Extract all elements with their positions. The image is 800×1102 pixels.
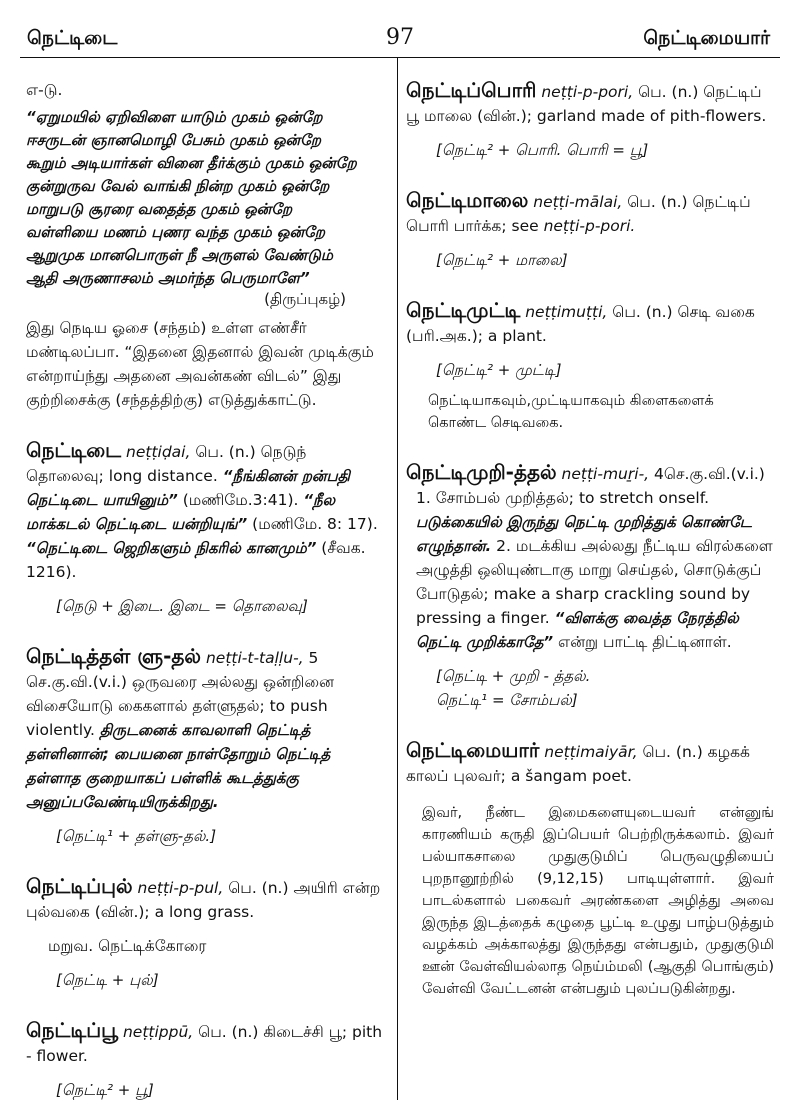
running-head-left: நெட்டிடை (27, 27, 118, 49)
entry-nettippori (406, 78, 774, 128)
note: இவர், நீண்ட இமைகளையுடையவர் என்னுங் காரணியம் கருதி இப்பெயர் பெற்றிருக்கலாம். இவர் பல்யாகசாலை முதுகுடுமிப் பெருவழுதியைப் புறநானூற்றில் (9,12,15) பாடியுள்ளார். இவர் பாடல்களால் பகைவர் அரண்களை அழித்து அவை இருந்த இடத்தைக் கழுதை பூட்டி உழுது பாழ்படுத்தும் வழக்கம் அக்காலத்து இருந்தது என்பதும், முதுகுடுமி ஊன் வேள்வியல்லாத நெய்ம்மலி (ஆகுதி பொங்கும்) வேள்வி வேட்டனன் என்பதும் புலப்படுகின்றது. (422, 805, 774, 997)
citation: (மணிமே.3:41). (177, 491, 304, 509)
headword: நெட்டித்தள் ளு-தல் (26, 644, 202, 668)
entry-nettippu (26, 1018, 386, 1068)
grammar: 4செ.கு.வி.(v.i.) (649, 465, 765, 483)
entry-nettimuri (406, 460, 774, 486)
transliteration: neṭṭi-muṟi-, (561, 465, 650, 483)
definition: 5 செ.கு.வி.(v.i.) ஒருவரை அல்லது ஒன்றினை விசையோடு கைகளால் தள்ளுதல்; to push violently. (26, 649, 335, 739)
sense-1: 1. சோம்பல் முறித்தல்; to stretch onself. (416, 489, 709, 507)
etymology: [நெட்டி¹ + தள்ளு-தல்.] (56, 827, 217, 845)
transliteration: neṭṭi-t-taḷḷu-, (205, 649, 304, 667)
entry-nettimutti (406, 298, 774, 348)
note: நெட்டியாகவும்,முட்டியாகவும் கிளைகளைக் கொண்ட செடிவகை. (428, 393, 714, 431)
headword: நெட்டிப்பொரி (406, 78, 537, 102)
definition: பெ. (n.) நெடுந் தொலைவு; long distance. (26, 443, 307, 485)
definition: பெ. (n.) அயிரி என்ற புல்வகை (வின்.); a long grass. (26, 879, 381, 921)
right-column (406, 78, 774, 1000)
poem-line: குன்றுருவ வேல் வாங்கி நின்ற முகம் ஒன்றே (26, 177, 330, 195)
page-number: 97 (386, 25, 414, 50)
example: “விளக்கு வைத்த நேரத்தில் நெட்டி முறிக்காதே” (416, 609, 739, 651)
poem-line: ஆதி அருணாசலம் அமர்ந்த பெருமாளே” (26, 269, 310, 287)
left-column (26, 78, 386, 1102)
poem-source: (திருப்புகழ்) (264, 290, 346, 308)
intro-text: எ-டு. (26, 81, 63, 99)
sense-2: 2. மடக்கிய அல்லது நீட்டிய விரல்களை அழுத்தி ஒலியுண்டாகு மாறு செய்தல், சொடுக்குப் போடுதல்; make a sharp crackling sound by pressing a finger. (416, 537, 773, 627)
etymology: [நெடு + இடை. இடை = தொலைவு] (56, 597, 308, 615)
etymology-line: [நெட்டி + முறி - த்தல். (436, 667, 591, 685)
headword: நெட்டிமாலை (406, 188, 529, 212)
definition: பெ. (n.) கிடைச்சி பூ; pith - flower. (26, 1023, 383, 1065)
definition: பெ. (n.) செடி வகை (பரி.அக.); a plant. (406, 303, 755, 345)
quotation: “நெட்டிடை ஜெறிகளும் நிகரில் கானமும்” (26, 539, 317, 557)
entry-nettittallu (26, 644, 386, 814)
cross-reference: neṭṭi-p-pori. (543, 217, 636, 235)
headword: நெட்டிப்புல் (26, 874, 133, 898)
example-tail: என்று பாட்டி திட்டினாள். (553, 633, 732, 651)
poem (26, 106, 386, 290)
page-header (0, 0, 800, 62)
transliteration: neṭṭimaiyār, (544, 743, 638, 761)
definition (416, 486, 774, 654)
transliteration: neṭṭi-p-pori, (541, 83, 634, 101)
entry-nettippul (26, 874, 386, 924)
etymology: [நெட்டி + புல்] (56, 971, 159, 989)
etymology: [நெட்டி² + முட்டி] (436, 361, 562, 379)
poem-line: ஆறுமுக மானபொருள் நீ அருளல் வேண்டும் (26, 246, 333, 264)
etymology (436, 664, 774, 712)
entry-nettidai (26, 438, 386, 584)
entry-nettimaiyar (406, 738, 774, 788)
poem-line: “ஏறுமயில் ஏறிவிளை யாடும் முகம் ஒன்றே (26, 108, 323, 126)
poem-line: கூறும் அடியார்கள் வினை தீர்க்கும் முகம் ஒன்றே (26, 154, 357, 172)
transliteration: neṭṭimuṭṭi, (525, 303, 608, 321)
definition: பெ. (n.) நெட்டிப் பொரி பார்க்க; see (406, 193, 751, 235)
poem-line: வள்ளியை மணம் புணர வந்த முகம் ஒன்றே (26, 223, 325, 241)
citation: (மணிமே. 8: 17). (247, 515, 378, 533)
example: படுக்கையில் இருந்து நெட்டி முறித்துக் கொண்டே எழுந்தான். (416, 513, 752, 555)
poem-line: மாறுபடு சூரரை வதைத்த முகம் ஒன்றே (26, 200, 293, 218)
transliteration: neṭṭi-p-pul, (137, 879, 224, 897)
explanation-text: இது நெடிய ஓசை (சந்தம்) உள்ள எண்சீர் மண்டிலப்பா. “இதனை இதனால் இவன் முடிக்கும் என்றாய்ந்து அதனை அவன்கண் விடல்” இது குற்றிசைக்கு (சந்தத்திற்கு) எடுத்துக்காட்டு. (26, 319, 374, 409)
running-head-right: நெட்டிமையார் (643, 27, 770, 49)
etymology-line: நெட்டி¹ = சோம்பல்] (436, 691, 578, 709)
synonym: மறுவ. நெட்டிக்கோரை (48, 937, 207, 955)
etymology: [நெட்டி² + மாலை] (436, 251, 568, 269)
column-divider (397, 58, 398, 1100)
headword: நெட்டிமையார் (406, 738, 540, 762)
etymology: [நெட்டி² + பூ] (56, 1081, 154, 1099)
headword: நெட்டிமுட்டி (406, 298, 521, 322)
header-rule (20, 57, 780, 58)
etymology: [நெட்டி² + பொரி. பொரி = பூ] (436, 141, 649, 159)
headword: நெட்டிமுறி-த்தல் (406, 460, 557, 484)
definition: பெ. (n.) நெட்டிப் பூ மாலை (வின்.); garland made of pith-flowers. (406, 83, 767, 125)
definition: பெ. (n.) கழகக் காலப் புலவர்; a šangam poet. (406, 743, 750, 785)
example: திருடனைக் காவலாளி நெட்டித் தள்ளினான்; பையனை நாள்தோறும் நெட்டித் தள்ளாத குறையாகப் பள்ளிக் கூடத்துக்கு அனுப்பவேண்டியிருக்கிறது. (26, 721, 331, 811)
transliteration: neṭṭiḍai, (126, 443, 191, 461)
poem-line: ஈசருடன் ஞானமொழி பேசும் முகம் ஒன்றே (26, 131, 321, 149)
citation: (சீவக. 1216). (26, 539, 366, 581)
headword: நெட்டிடை (26, 438, 122, 462)
entry-nettimalai (406, 188, 774, 238)
quotation: “நீங்கினன் றன்பதி நெட்டிடை யாயினும்” (26, 467, 350, 509)
headword: நெட்டிப்பூ (26, 1018, 119, 1042)
transliteration: neṭṭippū, (122, 1023, 194, 1041)
quotation: “நீல மாக்கடல் நெட்டிடை யன்றியுங்” (26, 491, 336, 533)
transliteration: neṭṭi-mālai, (533, 193, 623, 211)
